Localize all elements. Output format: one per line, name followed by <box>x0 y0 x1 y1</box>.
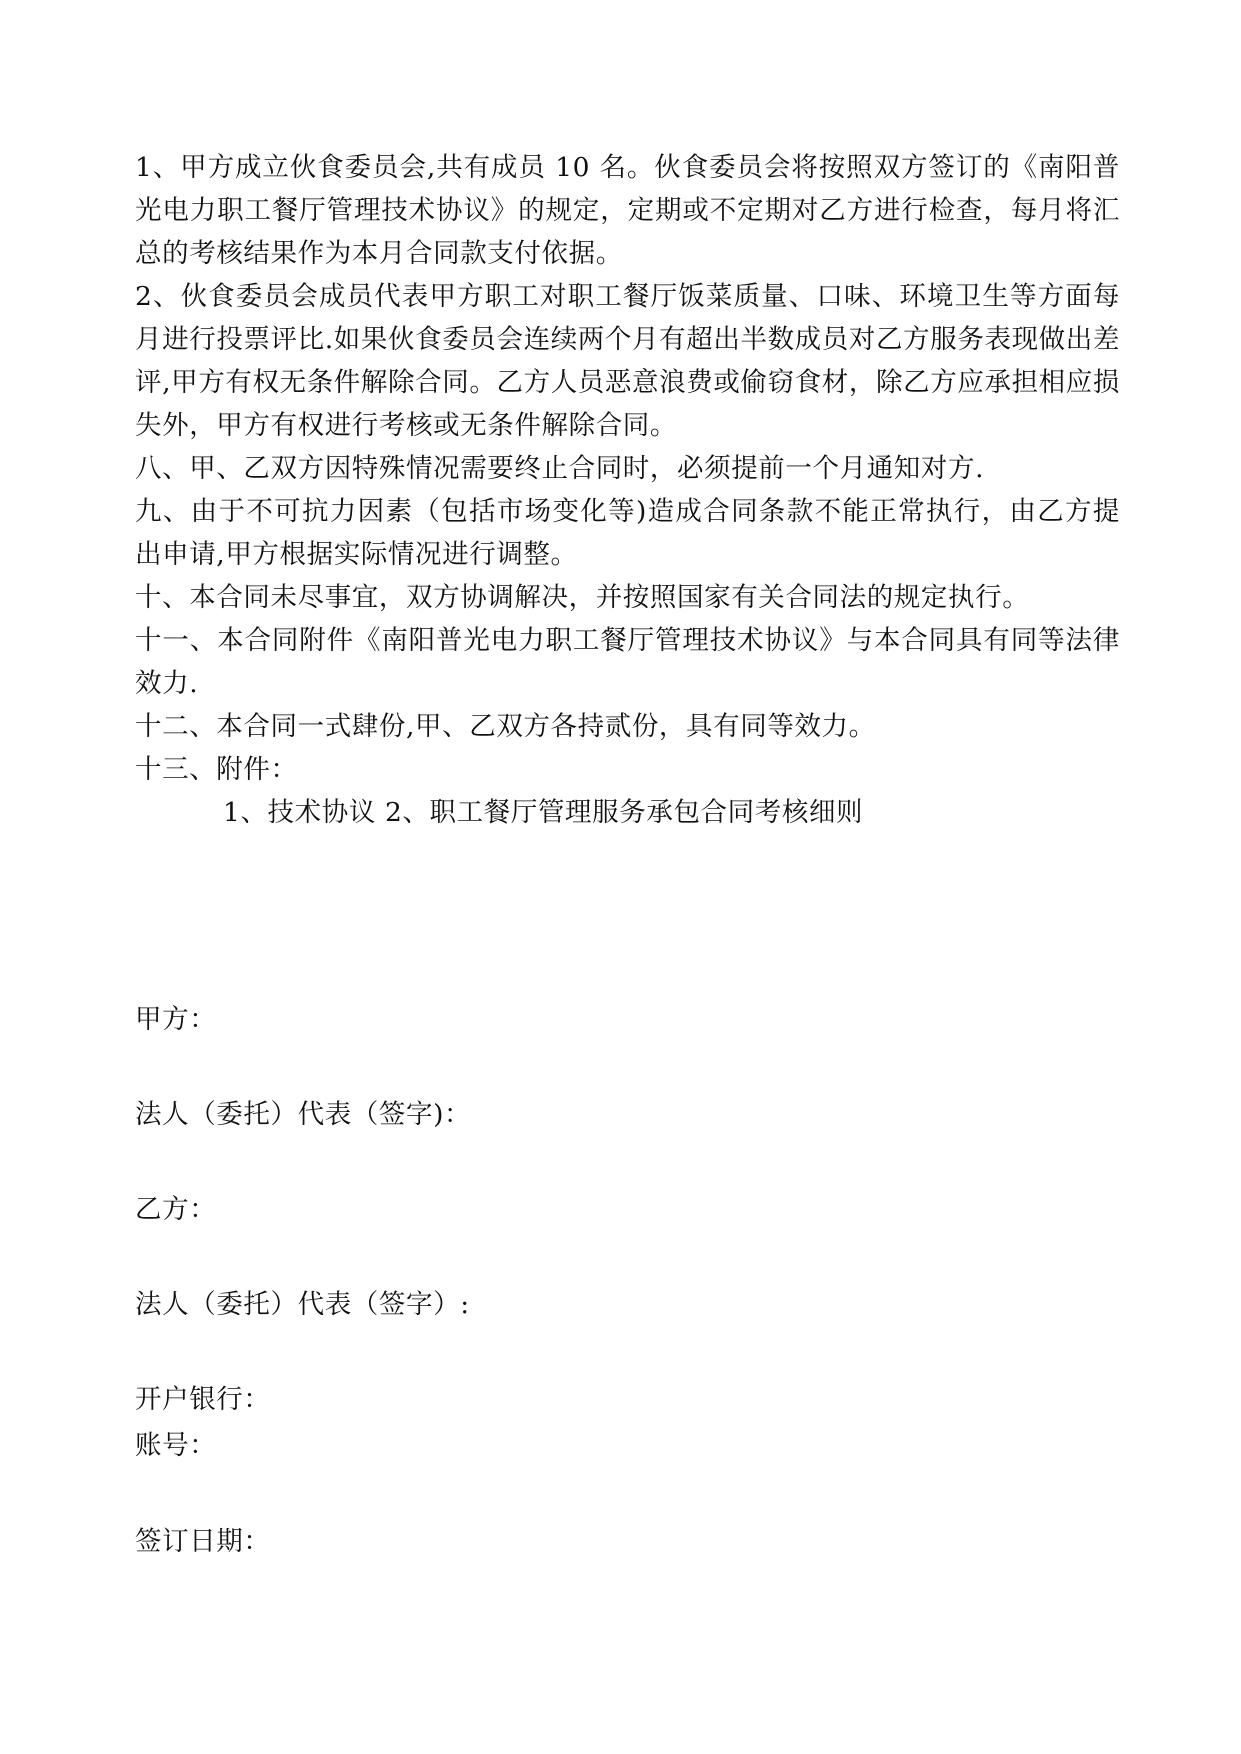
bank-label: 开户银行： <box>135 1384 271 1415</box>
clause-8: 八、甲、乙双方因特殊情况需要终止合同时，必须提前一个月通知对方. <box>135 453 985 484</box>
account-label: 账号： <box>135 1430 217 1461</box>
party-b-representative-label: 法人（委托）代表（签字）: <box>135 1289 470 1320</box>
clause-11: 十一、本合同附件《南阳普光电力职工餐厅管理技术协议》与本合同具有同等法律效力. <box>135 625 1120 699</box>
clause-9: 九、由于不可抗力因素（包括市场变化等)造成合同条款不能正常执行，由乙方提出申请,甲方根据实际情况进行调整。 <box>135 496 1120 570</box>
signing-date-label: 签订日期： <box>135 1526 271 1557</box>
party-a-label: 甲方： <box>135 1004 217 1035</box>
clause-1: 1、甲方成立伙食委员会,共有成员 10 名。伙食委员会将按照双方签订的《南阳普光电力职工餐厅管理技术协议》的规定，定期或不定期对乙方进行检查，每月将汇总的考核结果作为本月合同款支付依据。 <box>135 152 1120 269</box>
contract-clauses <box>135 146 1120 834</box>
clause-10: 十、本合同未尽事宜，双方协调解决，并按照国家有关合同法的规定执行。 <box>135 582 1030 613</box>
clause-2: 2、伙食委员会成员代表甲方职工对职工餐厅饭菜质量、口味、环境卫生等方面每月进行投票评比.如果伙食委员会连续两个月有超出半数成员对乙方服务表现做出差评,甲方有权无条件解除合同。乙方人员恶意浪费或偷窃食材，除乙方应承担相应损失外，甲方有权进行考核或无条件解除合同。 <box>135 281 1120 441</box>
party-a-representative-label: 法人（委托）代表（签字)： <box>135 1099 472 1130</box>
clause-13: 十三、附件： <box>135 754 298 785</box>
party-b-label: 乙方： <box>135 1194 217 1225</box>
clause-12: 十二、本合同一式肆份,甲、乙双方各持贰份，具有同等效力。 <box>135 711 876 742</box>
attachment-list: 1、技术协议 2、职工餐厅管理服务承包合同考核细则 <box>223 797 864 828</box>
